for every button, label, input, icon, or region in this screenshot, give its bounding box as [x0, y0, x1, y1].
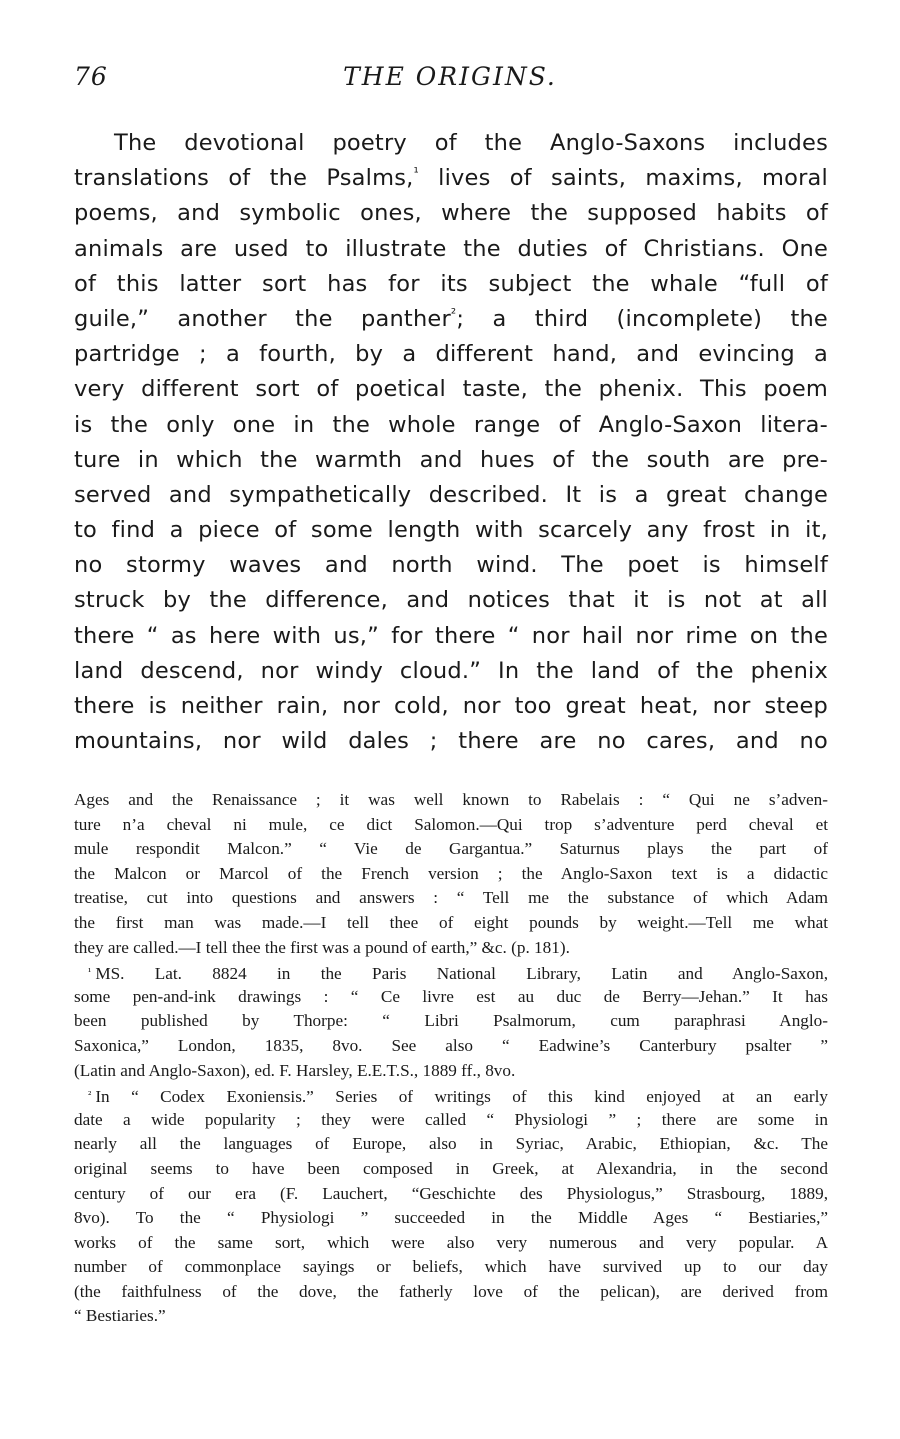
- footnote-line: nearly all the languages of Europe, also in Syriac, Arabic, Ethiopian, &c. The: [74, 1134, 828, 1154]
- text-line: The devotional poetry of the Anglo-Saxons includes: [114, 130, 828, 156]
- footnote-line: 8vo). To the “ Physiologi ” succeeded in the Middle Ages “ Bestiaries,”: [74, 1208, 828, 1228]
- footnote-line: $^{^2}$ In “ Codex Exoniensis.” Series of writings of this kind enjoyed at an early: [88, 1087, 828, 1107]
- text-line: of this latter sort has for its subject the whale “full of: [74, 270, 828, 297]
- footnote-line: some pen-and-ink drawings : “ Ce livre est au duc de Berry—Jehan.” It has: [74, 986, 828, 1006]
- footnote-1: [74, 960, 828, 1083]
- page-number: 76: [74, 62, 108, 91]
- footnotes: [74, 788, 828, 1329]
- footnote-line: $^{^1}$ MS. Lat. 8824 in the Paris National Library, Latin and Anglo-Saxon,: [88, 964, 828, 984]
- page-header: [74, 62, 826, 102]
- text-line: struck by the difference, and notices that it is not at all: [74, 587, 828, 614]
- text-line: partridge ; a fourth, by a different hand, and evincing a: [74, 341, 828, 368]
- footnote-2: [74, 1083, 828, 1329]
- footnote-line: the Malcon or Marcol of the French version ; the Anglo-Saxon text is a didactic: [74, 863, 828, 883]
- text-line: mountains, nor wild dales ; there are no cares, and no: [74, 728, 828, 755]
- text-line: land descend, nor windy cloud.” In the land of the phenix: [74, 657, 828, 684]
- footnote-line: been published by Thorpe: “ Libri Psalmorum, cum paraphrasi Anglo-: [74, 1011, 828, 1031]
- text-line: animals are used to illustrate the duties of Christians. One: [74, 235, 828, 262]
- footnote-line: original seems to have been composed in Greek, at Alexandria, in the second: [74, 1158, 828, 1178]
- footnote-line: date a wide popularity ; they were called “ Physiologi ” ; there are some in: [74, 1109, 828, 1129]
- text-line: is the only one in the whole range of Anglo-Saxon litera-: [74, 411, 828, 438]
- footnote-line: works of the same sort, which were also very numerous and very popular. A: [74, 1232, 828, 1252]
- footnote-ref-2: ²: [450, 306, 457, 322]
- text-line: poems, and symbolic ones, where the supposed habits of: [74, 200, 828, 227]
- footnote-ref-1: ¹: [413, 166, 419, 182]
- text-line: to find a piece of some length with scarcely any frost in it,: [74, 517, 828, 544]
- text-line: served and sympathetically described. It is a great change: [74, 481, 828, 508]
- footnote-continuation: [74, 788, 828, 960]
- footnote-line: (the faithfulness of the dove, the fatherly love of the pelican), are derived from: [74, 1281, 828, 1301]
- main-text: [74, 126, 828, 759]
- footnote-line: ture n’a cheval ni mule, ce dict Salomon.—Qui trop s’adventure perd cheval et: [74, 814, 828, 834]
- footnote-marker-1: ¹: [88, 966, 92, 979]
- footnote-line: they are called.—I tell thee the first was a pound of earth,” &c. (p. 181).: [74, 937, 570, 957]
- footnote-line: Ages and the Renaissance ; it was well known to Rabelais : “ Qui ne s’adven-: [74, 790, 828, 809]
- footnote-line: Saxonica,” London, 1835, 8vo. See also “ Eadwine’s Canterbury psalter ”: [74, 1035, 828, 1055]
- footnote-line: mule respondit Malcon.” “ Vie de Gargantua.” Saturnus plays the part of: [74, 839, 828, 859]
- text-line: translations of the Psalms,$^{^1}$ lives of saints, maxims, moral: [74, 165, 828, 192]
- text-line: there “ as here with us,” for there “ nor hail nor rime on the: [74, 622, 828, 649]
- text-line: no stormy waves and north wind. The poet is himself: [74, 552, 828, 579]
- text-line: very different sort of poetical taste, the phenix. This poem: [74, 376, 828, 403]
- footnote-marker-2: ²: [88, 1089, 92, 1102]
- text-line: there is neither rain, nor cold, nor too great heat, nor steep: [74, 693, 828, 719]
- footnote-line: “ Bestiaries.”: [74, 1306, 166, 1326]
- running-title: THE ORIGINS.: [343, 62, 557, 91]
- footnote-line: (Latin and Anglo-Saxon), ed. F. Harsley, E.E.T.S., 1889 ff., 8vo.: [74, 1060, 516, 1080]
- footnote-line: the first man was made.—I tell thee of eight pounds by weight.—Tell me what: [74, 912, 828, 932]
- footnote-line: treatise, cut into questions and answers : “ Tell me the substance of which Adam: [74, 888, 828, 908]
- text-line: ture in which the warmth and hues of the south are pre-: [74, 446, 828, 473]
- footnote-line: century of our era (F. Lauchert, “Geschichte des Physiologus,” Strasbourg, 1889,: [74, 1183, 828, 1203]
- text-line: guile,” another the panther$^{^2}$; a third (incomplete) the: [74, 305, 828, 332]
- footnote-line: number of commonplace sayings or beliefs, which have survived up to our day: [74, 1257, 828, 1277]
